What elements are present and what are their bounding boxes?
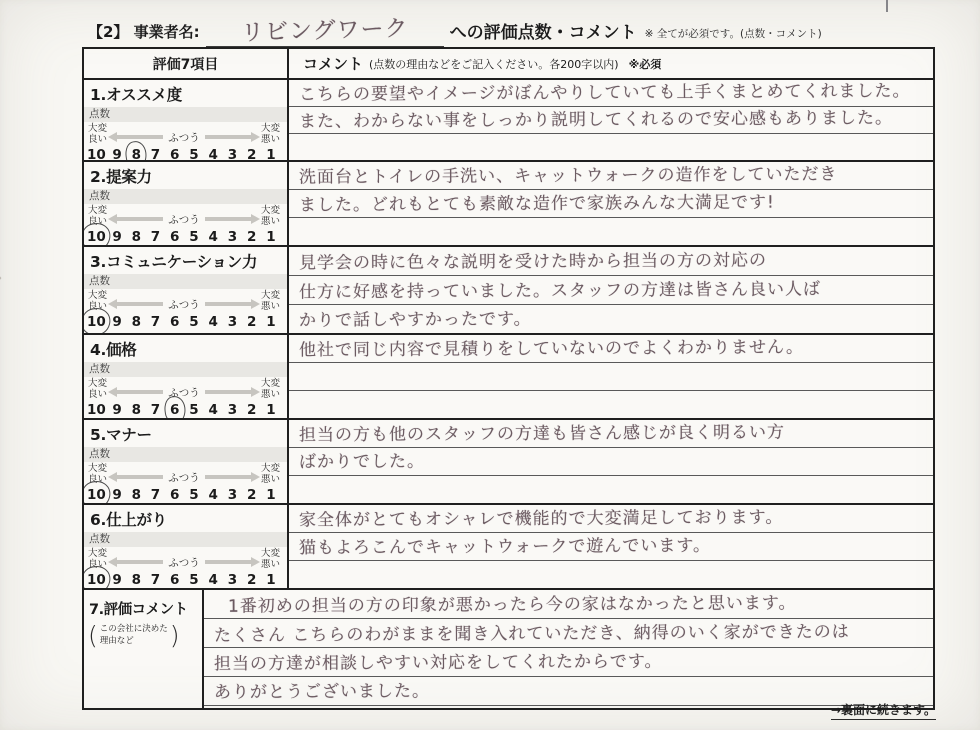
scale-number-selected bbox=[167, 401, 183, 418]
comment-cell bbox=[289, 162, 933, 245]
comment-line bbox=[289, 420, 933, 448]
scale-number-value: 6 bbox=[170, 487, 180, 503]
continuation-note: →裏面に続きます。 bbox=[831, 701, 936, 720]
row-title: 3.コミュニケーション力 bbox=[90, 253, 258, 271]
scale-number bbox=[109, 146, 125, 160]
scale-number-value: 9 bbox=[112, 147, 122, 160]
scale-number-value: 9 bbox=[112, 402, 122, 418]
rating-cell bbox=[84, 162, 289, 245]
paren-open: ( bbox=[88, 621, 98, 650]
scale-left-labels bbox=[88, 123, 107, 146]
eval-row-1 bbox=[84, 80, 933, 162]
scale-number bbox=[263, 146, 279, 160]
scale-number-value: 4 bbox=[208, 314, 218, 331]
scale-number bbox=[263, 486, 279, 503]
scale-number-value: 10 bbox=[87, 487, 106, 503]
scale-number-selected bbox=[87, 313, 106, 332]
handwritten-comment: かりで話しやすかったです。 bbox=[298, 309, 532, 331]
scale-label: 大変 bbox=[260, 462, 280, 474]
score-label: 点数 bbox=[89, 275, 110, 287]
scale-number bbox=[148, 313, 164, 332]
scale-label: 大変 bbox=[88, 204, 108, 216]
scale-number-value: 1 bbox=[266, 402, 276, 418]
scale-left-labels bbox=[88, 548, 107, 571]
scale-number bbox=[186, 571, 202, 588]
comment-line bbox=[204, 619, 933, 648]
scale-number-value: 7 bbox=[150, 487, 161, 503]
comment-cell bbox=[289, 80, 933, 160]
scale-number-selected bbox=[87, 571, 106, 588]
scale-right-labels bbox=[261, 378, 280, 401]
comment-line bbox=[289, 505, 933, 533]
scale-label: 悪い bbox=[260, 473, 280, 485]
scale-number-value: 5 bbox=[189, 229, 199, 245]
scale-label: 大変 bbox=[260, 377, 280, 389]
scale-center bbox=[112, 385, 256, 400]
scale-number bbox=[186, 401, 202, 418]
scale-number bbox=[244, 146, 260, 160]
required-note: ※ 全てが必須です。(点数・コメント) bbox=[644, 28, 822, 40]
scale-number-value: 1 bbox=[266, 487, 276, 503]
scale-number bbox=[224, 486, 240, 503]
paren-close: ) bbox=[169, 621, 180, 650]
subtitle-line-1: この会社に決めた bbox=[99, 623, 168, 634]
scale-number bbox=[148, 146, 164, 160]
handwritten-comment: 家全体がとてもオシャレで機能的で大変満足しております。 bbox=[298, 507, 784, 531]
scale-number-value: 9 bbox=[112, 487, 122, 503]
scale-number-value: 5 bbox=[189, 402, 199, 418]
eval-row-6 bbox=[84, 505, 933, 590]
scale-number bbox=[109, 571, 125, 588]
arrow-left-icon bbox=[117, 217, 163, 221]
scale-center-label: ふつう bbox=[168, 213, 200, 226]
scale-number-value: 3 bbox=[227, 572, 238, 588]
comment-line bbox=[289, 391, 933, 418]
score-label: 点数 bbox=[89, 108, 110, 120]
scale-label: 良い bbox=[88, 215, 108, 227]
arrow-left-icon bbox=[117, 475, 163, 479]
scale-number bbox=[205, 146, 221, 160]
scale-number-value: 5 bbox=[189, 314, 199, 331]
eval-row-5 bbox=[84, 420, 933, 505]
scale-number-value: 1 bbox=[266, 314, 276, 331]
scale-center-label: ふつう bbox=[168, 471, 200, 484]
scale-number bbox=[186, 313, 202, 332]
scale-number bbox=[148, 228, 164, 245]
scale-number-value: 10 bbox=[87, 147, 106, 160]
row-title: 1.オススメ度 bbox=[90, 86, 182, 104]
scale-number-value: 3 bbox=[227, 147, 238, 160]
scale-number bbox=[263, 401, 279, 418]
scale-number bbox=[128, 313, 144, 332]
scale-number bbox=[205, 486, 221, 503]
scale-center-label: ふつう bbox=[168, 556, 200, 569]
scale-numbers bbox=[84, 400, 287, 418]
scale-number-value: 7 bbox=[150, 314, 161, 331]
scale-number bbox=[244, 401, 260, 418]
scale-number-value: 3 bbox=[227, 402, 238, 418]
eval-row-3 bbox=[84, 247, 933, 335]
comment-line bbox=[289, 305, 933, 333]
scale-number-value: 4 bbox=[208, 402, 218, 418]
scale-number-value: 1 bbox=[266, 229, 276, 245]
scale-label: 悪い bbox=[260, 388, 280, 400]
scale-number bbox=[263, 313, 279, 332]
rating-cell bbox=[84, 420, 289, 503]
scale-number bbox=[128, 401, 144, 418]
scale-number bbox=[186, 486, 202, 503]
scale-number bbox=[244, 571, 260, 588]
scale-labels bbox=[84, 123, 287, 146]
scale-number bbox=[167, 146, 183, 160]
comment-line bbox=[289, 107, 933, 134]
scale-number bbox=[167, 571, 183, 588]
comment-cell bbox=[289, 247, 933, 333]
scale-numbers bbox=[84, 145, 287, 160]
scale-number-value: 4 bbox=[208, 572, 218, 588]
scale-numbers bbox=[84, 227, 287, 245]
scale-number bbox=[224, 146, 240, 160]
handwritten-comment: こちらの要望やイメージがぼんやりしていても上手くまとめてくれました。 bbox=[298, 81, 911, 106]
scale-number-value: 9 bbox=[112, 229, 122, 245]
handwritten-comment: 担当の方も他のスタッフの方達も皆さん感じが良く明るい方 bbox=[298, 422, 786, 446]
scale-number bbox=[205, 571, 221, 588]
scale-label: 大変 bbox=[88, 377, 108, 389]
rating-cell bbox=[84, 505, 289, 588]
scale-number bbox=[224, 228, 240, 245]
handwritten-comment: また、わからない事をしっかり説明してくれるので安心感もありました。 bbox=[298, 108, 894, 132]
scale-number bbox=[186, 146, 202, 160]
comment-line bbox=[289, 80, 933, 107]
comment-line bbox=[289, 476, 933, 503]
arrow-left-icon bbox=[117, 390, 163, 394]
scale-number-value: 9 bbox=[112, 314, 122, 331]
rating-cell bbox=[84, 335, 289, 418]
comment-line bbox=[289, 218, 933, 245]
row-title: 7.評価コメント bbox=[89, 602, 188, 618]
row-title: 6.仕上がり bbox=[90, 511, 167, 529]
scale-number-selected bbox=[128, 146, 144, 160]
scale-label: 悪い bbox=[260, 300, 280, 312]
scale-number-value: 4 bbox=[208, 487, 218, 503]
scale-label: 大変 bbox=[88, 289, 108, 301]
scale-number-value: 6 bbox=[170, 147, 180, 160]
score-label-band bbox=[84, 447, 287, 462]
comment-header-cell bbox=[289, 49, 933, 78]
arrow-right-icon bbox=[205, 560, 251, 564]
comment-cell bbox=[289, 335, 933, 418]
scale-number bbox=[148, 401, 164, 418]
scale-number-value: 7 bbox=[150, 147, 161, 160]
row-subtitle bbox=[88, 623, 180, 648]
handwritten-comment: たくさん こちらのわがままを聞き入れていただき、納得のいく家ができたのは bbox=[213, 622, 850, 647]
scale-number-value: 9 bbox=[112, 572, 122, 588]
score-label-band bbox=[84, 532, 287, 547]
arrow-right-icon bbox=[205, 390, 251, 394]
comment-line bbox=[289, 363, 933, 391]
scale-number bbox=[186, 228, 202, 245]
scale-number bbox=[128, 571, 144, 588]
scale-number bbox=[205, 313, 221, 332]
scale-center bbox=[112, 470, 256, 485]
comment-cell bbox=[289, 505, 933, 588]
handwritten-comment: ました。どれもとても素敵な造作で家族みんな大満足です! bbox=[298, 192, 775, 216]
scale-number-value: 1 bbox=[266, 572, 276, 588]
scale-number-value: 2 bbox=[246, 487, 257, 503]
scale-number bbox=[148, 486, 164, 503]
scale-number-value: 8 bbox=[131, 314, 141, 331]
score-label: 点数 bbox=[89, 533, 110, 545]
scale-right-labels bbox=[261, 463, 280, 486]
scale-left-labels bbox=[88, 378, 107, 401]
scale-number bbox=[109, 228, 125, 245]
scale-number bbox=[109, 401, 125, 418]
scale-number-value: 6 bbox=[170, 572, 180, 588]
scale-number bbox=[224, 571, 240, 588]
scale-number-value: 7 bbox=[150, 229, 161, 245]
scale-center bbox=[112, 212, 256, 227]
scale-center bbox=[112, 297, 256, 312]
comment-line bbox=[289, 335, 933, 363]
eval-row-7 bbox=[84, 590, 933, 708]
scale-label: 良い bbox=[88, 558, 108, 570]
scale-label: 悪い bbox=[260, 558, 280, 570]
final-comment-cell bbox=[204, 590, 933, 708]
rating-cell bbox=[84, 80, 289, 160]
comment-line bbox=[289, 276, 933, 305]
score-label: 点数 bbox=[89, 448, 110, 460]
arrow-right-icon bbox=[205, 302, 251, 306]
scale-number-value: 5 bbox=[189, 147, 199, 160]
comment-cell bbox=[289, 420, 933, 503]
scale-label: 大変 bbox=[260, 204, 280, 216]
row-title: 4.価格 bbox=[90, 341, 137, 359]
scale-label: 大変 bbox=[260, 122, 280, 134]
scale-number-value: 8 bbox=[131, 147, 141, 160]
scale-labels bbox=[84, 378, 287, 401]
scale-number-selected bbox=[87, 228, 106, 245]
rating-rows bbox=[84, 80, 933, 590]
scale-center bbox=[112, 130, 256, 145]
arrow-left-icon bbox=[117, 135, 163, 139]
scale-number-value: 8 bbox=[131, 572, 141, 588]
scale-number bbox=[128, 486, 144, 503]
comment-line bbox=[289, 533, 933, 561]
scale-number-value: 10 bbox=[87, 229, 106, 245]
scale-labels bbox=[84, 205, 287, 228]
scale-right-labels bbox=[261, 548, 280, 571]
score-label: 点数 bbox=[89, 190, 110, 202]
scale-label: 悪い bbox=[260, 133, 280, 145]
scale-center-label: ふつう bbox=[168, 298, 200, 311]
handwritten-comment: 担当の方達が相談しやすい対応をしてくれたからです。 bbox=[213, 651, 663, 675]
form-title: への評価点数・コメント bbox=[449, 23, 637, 43]
scale-number-value: 5 bbox=[189, 487, 199, 503]
score-label-band bbox=[84, 107, 287, 122]
arrow-right-icon bbox=[205, 217, 251, 221]
row-title: 2.提案力 bbox=[90, 168, 152, 186]
scale-number-value: 6 bbox=[170, 402, 180, 418]
scale-number-value: 2 bbox=[246, 572, 257, 588]
scale-numbers bbox=[84, 570, 287, 588]
scale-label: 大変 bbox=[260, 547, 280, 559]
scale-number-value: 6 bbox=[170, 229, 180, 245]
evaluation-table bbox=[82, 47, 935, 710]
scale-center-label: ふつう bbox=[168, 131, 200, 144]
scale-number bbox=[87, 146, 106, 160]
scale-number bbox=[263, 228, 279, 245]
scale-number-value: 10 bbox=[87, 402, 106, 418]
handwritten-comment: 猫もよろこんでキャットウォークで遊んでいます。 bbox=[298, 535, 712, 559]
scale-number-value: 10 bbox=[87, 572, 106, 588]
score-label: 点数 bbox=[89, 363, 110, 375]
scale-number-value: 4 bbox=[208, 229, 218, 245]
section-label: 【2】 事業者名: bbox=[88, 23, 200, 41]
scale-number-value: 1 bbox=[266, 147, 276, 160]
scale-number bbox=[109, 486, 125, 503]
handwritten-comment: 1番初めの担当の方の印象が悪かったら今の家はなかったと思います。 bbox=[227, 593, 797, 617]
scale-number bbox=[224, 401, 240, 418]
scale-number bbox=[244, 486, 260, 503]
scale-center-label: ふつう bbox=[168, 386, 200, 399]
scale-number-value: 6 bbox=[170, 314, 180, 331]
comment-line bbox=[204, 590, 933, 619]
scale-number-value: 8 bbox=[131, 487, 141, 503]
arrow-left-icon bbox=[117, 560, 163, 564]
scale-right-labels bbox=[261, 123, 280, 146]
table-header-row bbox=[84, 49, 933, 80]
scale-left-labels bbox=[88, 290, 107, 313]
scale-number-value: 2 bbox=[246, 147, 257, 160]
scale-number-value: 2 bbox=[246, 229, 257, 245]
scale-labels bbox=[84, 463, 287, 486]
scale-labels bbox=[84, 290, 287, 313]
score-label-band bbox=[84, 274, 287, 289]
score-label-band bbox=[84, 189, 287, 204]
scale-number-value: 7 bbox=[150, 572, 161, 588]
scale-number bbox=[263, 571, 279, 588]
scale-number bbox=[167, 228, 183, 245]
comment-line bbox=[289, 162, 933, 190]
scale-number-selected bbox=[87, 486, 106, 503]
scale-number-value: 8 bbox=[131, 402, 141, 418]
comment-line bbox=[204, 648, 933, 677]
arrow-left-icon bbox=[117, 302, 163, 306]
comment-line bbox=[289, 247, 933, 276]
scan-artifact-tick bbox=[886, 0, 888, 12]
scale-number-value: 3 bbox=[227, 314, 238, 331]
comment-header-required: ※必須 bbox=[628, 57, 662, 71]
scale-number-value: 4 bbox=[208, 147, 218, 160]
scale-number bbox=[109, 313, 125, 332]
scale-labels bbox=[84, 548, 287, 571]
scale-number-value: 7 bbox=[150, 402, 161, 418]
scale-number bbox=[167, 486, 183, 503]
scale-left-labels bbox=[88, 205, 107, 228]
scale-right-labels bbox=[261, 290, 280, 313]
scale-number-value: 8 bbox=[131, 229, 141, 245]
row-title: 5.マナー bbox=[90, 426, 152, 444]
scale-number-value: 2 bbox=[246, 402, 257, 418]
arrow-right-icon bbox=[205, 135, 251, 139]
comment-line bbox=[289, 561, 933, 588]
form-header bbox=[88, 12, 822, 48]
comment-line bbox=[204, 677, 933, 706]
eval-row-2 bbox=[84, 162, 933, 247]
scale-label: 大変 bbox=[88, 122, 108, 134]
handwritten-comment: ばかりでした。 bbox=[298, 451, 426, 473]
business-name-field bbox=[206, 12, 444, 48]
scale-label: 良い bbox=[88, 388, 108, 400]
scale-number bbox=[87, 401, 106, 418]
comment-header-note: (点数の理由などをご記入ください。各200字以内) bbox=[369, 57, 619, 71]
scale-numbers bbox=[84, 312, 287, 332]
handwritten-comment: 仕方に好感を持っていました。スタッフの方達は皆さん良い人ば bbox=[298, 279, 822, 303]
scale-number bbox=[244, 228, 260, 245]
scale-label: 良い bbox=[88, 473, 108, 485]
arrow-right-icon bbox=[205, 475, 251, 479]
scale-label: 大変 bbox=[88, 547, 108, 559]
scale-numbers bbox=[84, 485, 287, 503]
scale-number-value: 5 bbox=[189, 572, 199, 588]
handwritten-comment: ありがとうございました。 bbox=[213, 681, 431, 703]
business-name: リビングワーク bbox=[240, 15, 409, 47]
comment-line bbox=[289, 190, 933, 218]
scale-label: 悪い bbox=[260, 215, 280, 227]
scale-number bbox=[128, 228, 144, 245]
handwritten-comment: 見学会の時に色々な説明を受けた時から担当の方の対応の bbox=[298, 250, 768, 274]
rating-cell bbox=[84, 247, 289, 333]
eval-row-4 bbox=[84, 335, 933, 420]
scale-number-value: 3 bbox=[227, 487, 238, 503]
comment-header: コメント bbox=[303, 55, 364, 73]
scale-label: 大変 bbox=[260, 289, 280, 301]
scale-label: 良い bbox=[88, 133, 108, 145]
comment-line bbox=[289, 448, 933, 476]
comment-line bbox=[289, 134, 933, 160]
scale-number bbox=[148, 571, 164, 588]
score-label-band bbox=[84, 362, 287, 377]
scale-number bbox=[244, 313, 260, 332]
scale-number bbox=[224, 313, 240, 332]
scale-center bbox=[112, 555, 256, 570]
scale-number-value: 3 bbox=[227, 229, 238, 245]
scale-left-labels bbox=[88, 463, 107, 486]
handwritten-comment: 洗面台とトイレの手洗い、キャットウォークの造作をしていただき bbox=[298, 164, 838, 188]
scale-right-labels bbox=[261, 205, 280, 228]
handwritten-comment: 他社で同じ内容で見積りをしていないのでよくわかりません。 bbox=[298, 337, 805, 361]
scale-number-value: 10 bbox=[87, 314, 106, 331]
scale-number bbox=[167, 313, 183, 332]
scale-label: 良い bbox=[88, 300, 108, 312]
items-header-cell: 評価7項目 bbox=[84, 49, 289, 78]
subtitle-line-2: 理由など bbox=[99, 635, 134, 646]
scale-label: 大変 bbox=[88, 462, 108, 474]
scan-artifact-mark bbox=[0, 247, 20, 285]
final-row-label-cell bbox=[84, 590, 204, 708]
scale-number bbox=[205, 401, 221, 418]
scale-number bbox=[205, 228, 221, 245]
scale-number-value: 2 bbox=[246, 314, 257, 331]
comment-filler bbox=[204, 706, 933, 708]
